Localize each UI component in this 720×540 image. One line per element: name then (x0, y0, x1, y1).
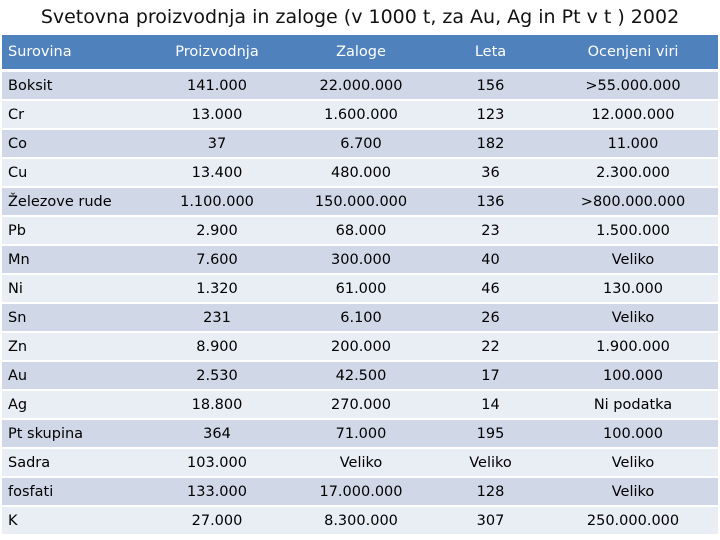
table-row (2, 506, 718, 534)
cell-leta: 17 (433, 361, 548, 390)
table-row (2, 129, 718, 158)
cell-surovina: Pb (2, 216, 145, 245)
production-reserves-table (2, 35, 718, 534)
table-row (2, 303, 718, 332)
cell-leta: 182 (433, 129, 548, 158)
table-row (2, 419, 718, 448)
cell-proizvodnja: 2.530 (145, 361, 289, 390)
table-row (2, 187, 718, 216)
cell-ocenjeni-viri: 100.000 (548, 419, 718, 448)
header-ocenjeni-viri: Ocenjeni viri (548, 35, 718, 71)
cell-surovina: Mn (2, 245, 145, 274)
cell-zaloge: 1.600.000 (289, 100, 433, 129)
table-row (2, 216, 718, 245)
cell-zaloge: 8.300.000 (289, 506, 433, 534)
cell-leta: Veliko (433, 448, 548, 477)
cell-zaloge: 6.700 (289, 129, 433, 158)
cell-leta: 36 (433, 158, 548, 187)
cell-zaloge: 480.000 (289, 158, 433, 187)
cell-zaloge: 200.000 (289, 332, 433, 361)
cell-surovina: Sadra (2, 448, 145, 477)
cell-surovina: Co (2, 129, 145, 158)
cell-proizvodnja: 13.400 (145, 158, 289, 187)
cell-zaloge: 6.100 (289, 303, 433, 332)
table-header-row (2, 35, 718, 71)
header-zaloge: Zaloge (289, 35, 433, 71)
cell-ocenjeni-viri: 100.000 (548, 361, 718, 390)
cell-ocenjeni-viri: 2.300.000 (548, 158, 718, 187)
cell-proizvodnja: 364 (145, 419, 289, 448)
cell-leta: 156 (433, 71, 548, 101)
cell-surovina: Au (2, 361, 145, 390)
cell-surovina: K (2, 506, 145, 534)
cell-proizvodnja: 103.000 (145, 448, 289, 477)
header-surovina: Surovina (2, 35, 145, 71)
cell-leta: 128 (433, 477, 548, 506)
cell-zaloge: 300.000 (289, 245, 433, 274)
cell-proizvodnja: 8.900 (145, 332, 289, 361)
cell-proizvodnja: 13.000 (145, 100, 289, 129)
cell-leta: 307 (433, 506, 548, 534)
cell-ocenjeni-viri: 130.000 (548, 274, 718, 303)
cell-zaloge: 150.000.000 (289, 187, 433, 216)
cell-proizvodnja: 141.000 (145, 71, 289, 101)
table-row (2, 448, 718, 477)
cell-ocenjeni-viri: 1.900.000 (548, 332, 718, 361)
page-title: Svetovna proizvodnja in zaloge (v 1000 t, za Au, Ag in Pt v t ) 2002 (40, 6, 680, 28)
cell-ocenjeni-viri: Veliko (548, 448, 718, 477)
cell-proizvodnja: 27.000 (145, 506, 289, 534)
cell-zaloge: 42.500 (289, 361, 433, 390)
cell-surovina: Boksit (2, 71, 145, 101)
cell-zaloge: 270.000 (289, 390, 433, 419)
cell-zaloge: 61.000 (289, 274, 433, 303)
cell-surovina: fosfati (2, 477, 145, 506)
cell-leta: 136 (433, 187, 548, 216)
cell-zaloge: 17.000.000 (289, 477, 433, 506)
cell-surovina: Cu (2, 158, 145, 187)
table-row (2, 158, 718, 187)
cell-leta: 195 (433, 419, 548, 448)
cell-proizvodnja: 133.000 (145, 477, 289, 506)
cell-proizvodnja: 1.100.000 (145, 187, 289, 216)
cell-proizvodnja: 2.900 (145, 216, 289, 245)
header-leta: Leta (433, 35, 548, 71)
cell-leta: 22 (433, 332, 548, 361)
cell-ocenjeni-viri: 11.000 (548, 129, 718, 158)
cell-surovina: Zn (2, 332, 145, 361)
cell-ocenjeni-viri: >55.000.000 (548, 71, 718, 101)
cell-ocenjeni-viri: Veliko (548, 245, 718, 274)
table-row (2, 332, 718, 361)
cell-leta: 40 (433, 245, 548, 274)
cell-leta: 14 (433, 390, 548, 419)
cell-ocenjeni-viri: 250.000.000 (548, 506, 718, 534)
cell-leta: 123 (433, 100, 548, 129)
cell-zaloge: 71.000 (289, 419, 433, 448)
cell-surovina: Ag (2, 390, 145, 419)
table-row (2, 361, 718, 390)
cell-proizvodnja: 37 (145, 129, 289, 158)
cell-zaloge: Veliko (289, 448, 433, 477)
data-table-container (2, 35, 718, 534)
cell-ocenjeni-viri: 1.500.000 (548, 216, 718, 245)
cell-surovina: Pt skupina (2, 419, 145, 448)
cell-surovina: Sn (2, 303, 145, 332)
cell-leta: 26 (433, 303, 548, 332)
table-row (2, 477, 718, 506)
header-proizvodnja: Proizvodnja (145, 35, 289, 71)
cell-ocenjeni-viri: Veliko (548, 303, 718, 332)
table-row (2, 245, 718, 274)
cell-proizvodnja: 18.800 (145, 390, 289, 419)
cell-ocenjeni-viri: Veliko (548, 477, 718, 506)
table-row (2, 100, 718, 129)
table-row (2, 274, 718, 303)
table-row (2, 71, 718, 101)
cell-surovina: Cr (2, 100, 145, 129)
table-body (2, 71, 718, 535)
table-row (2, 390, 718, 419)
cell-proizvodnja: 7.600 (145, 245, 289, 274)
cell-surovina: Železove rude (2, 187, 145, 216)
cell-proizvodnja: 1.320 (145, 274, 289, 303)
cell-zaloge: 68.000 (289, 216, 433, 245)
cell-ocenjeni-viri: 12.000.000 (548, 100, 718, 129)
cell-ocenjeni-viri: Ni podatka (548, 390, 718, 419)
cell-zaloge: 22.000.000 (289, 71, 433, 101)
cell-leta: 23 (433, 216, 548, 245)
cell-proizvodnja: 231 (145, 303, 289, 332)
cell-ocenjeni-viri: >800.000.000 (548, 187, 718, 216)
cell-leta: 46 (433, 274, 548, 303)
cell-surovina: Ni (2, 274, 145, 303)
